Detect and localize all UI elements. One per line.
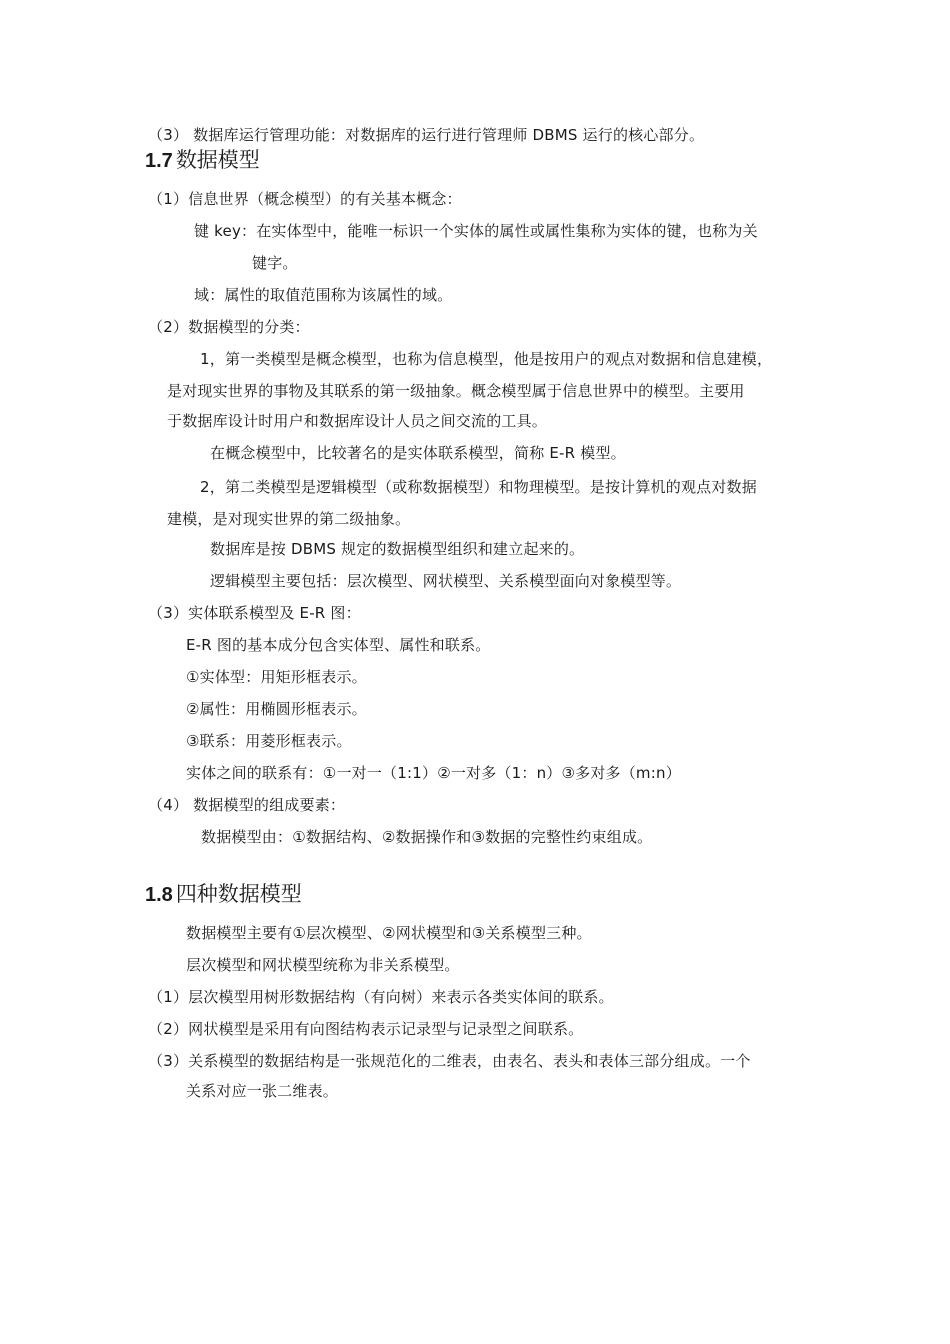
paragraph-line: 数据库是按 DBMS 规定的数据模型组织和建立起来的。 — [210, 540, 585, 558]
paragraph-line: 实体之间的联系有：①一对一（1:1）②一对多（1：n）③多对多（m:n） — [186, 764, 681, 782]
paragraph-line: （1）层次模型用树形数据结构（有向树）来表示各类实体间的联系。 — [148, 988, 614, 1006]
paragraph-line: 建模，是对现实世界的第二级抽象。 — [167, 510, 411, 528]
section-title: 数据模型 — [175, 148, 260, 172]
paragraph-line: 关系对应一张二维表。 — [186, 1082, 339, 1100]
paragraph-line: 是对现实世界的事物及其联系的第一级抽象。概念模型属于信息世界中的模型。主要用 — [167, 382, 745, 400]
section-number: 1.8 — [145, 884, 173, 906]
paragraph-line: ③联系：用菱形框表示。 — [186, 732, 352, 750]
paragraph-line: 于数据库设计时用户和数据库设计人员之间交流的工具。 — [167, 412, 548, 430]
paragraph-line: 2，第二类模型是逻辑模型（或称数据模型）和物理模型。是按计算机的观点对数据 — [200, 478, 757, 496]
paragraph-line: （3）关系模型的数据结构是一张规范化的二维表，由表名、表头和表体三部分组成。一个 — [148, 1052, 751, 1070]
paragraph-line: （2）数据模型的分类： — [148, 318, 310, 336]
paragraph-line: 层次模型和网状模型统称为非关系模型。 — [186, 956, 460, 974]
paragraph-line: ①实体型：用矩形框表示。 — [186, 668, 367, 686]
paragraph-line: 键字。 — [252, 254, 298, 272]
paragraph-line: 数据模型由：①数据结构、②数据操作和③数据的完整性约束组成。 — [201, 828, 653, 846]
paragraph-line: （3）实体联系模型及 E-R 图： — [148, 604, 361, 622]
paragraph-line: 在概念模型中，比较著名的是实体联系模型，简称 E-R 模型。 — [210, 444, 626, 462]
section-heading-1-8 — [145, 880, 302, 909]
paragraph-line: （1）信息世界（概念模型）的有关基本概念： — [148, 190, 462, 208]
section-number: 1.7 — [145, 150, 173, 172]
section-heading-1-7 — [145, 146, 260, 175]
paragraph-line: 键 key：在实体型中，能唯一标识一个实体的属性或属性集称为实体的键，也称为关 — [194, 222, 758, 240]
paragraph-line: （2）网状模型是采用有向图结构表示记录型与记录型之间联系。 — [148, 1020, 584, 1038]
paragraph-line: 域：属性的取值范围称为该属性的域。 — [194, 286, 453, 304]
paragraph-line: （3） 数据库运行管理功能：对数据库的运行进行管理师 DBMS 运行的核心部分。 — [148, 126, 705, 144]
paragraph-line: ②属性：用椭圆形框表示。 — [186, 700, 367, 718]
section-title: 四种数据模型 — [175, 882, 302, 906]
paragraph-line: 数据模型主要有①层次模型、②网状模型和③关系模型三种。 — [186, 924, 592, 942]
paragraph-line: （4） 数据模型的组成要素： — [148, 796, 346, 814]
paragraph-line: 1，第一类模型是概念模型，也称为信息模型，他是按用户的观点对数据和信息建模， — [200, 350, 773, 368]
paragraph-line: 逻辑模型主要包括：层次模型、网状模型、关系模型面向对象模型等。 — [210, 572, 682, 590]
paragraph-line: E-R 图的基本成分包含实体型、属性和联系。 — [186, 636, 491, 654]
